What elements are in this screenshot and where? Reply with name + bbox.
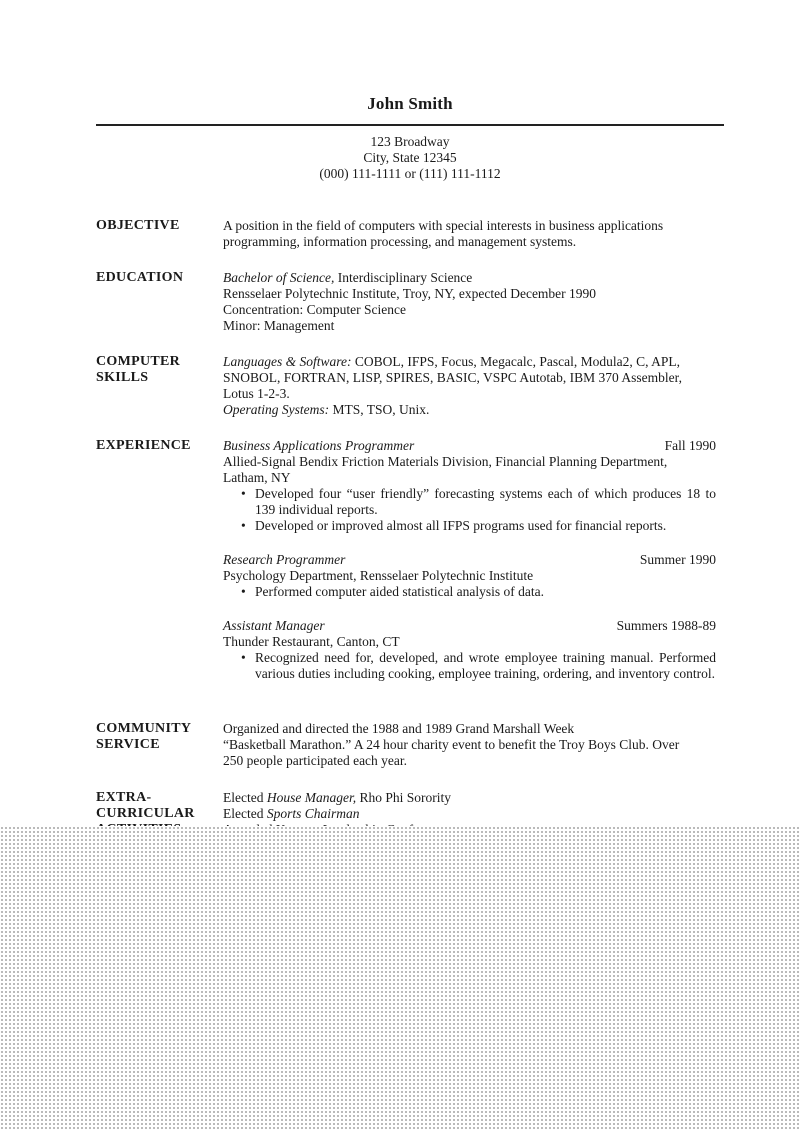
job-org-line-1: Allied-Signal Bendix Friction Materials Division, Financial Planning Department, <box>223 454 668 469</box>
job-role: Assistant Manager <box>223 618 325 633</box>
community-line-1: Organized and directed the 1988 and 1989 Grand Marshall Week <box>223 721 575 736</box>
job-entry <box>223 552 716 600</box>
job-bullets <box>223 486 716 534</box>
job-bullet: • Recognized need for, developed, and wrote employee training manual. Performed various duties including cooking, employee training, ordering, and inventory control. <box>255 650 716 682</box>
objective-line-2: programming, information processing, and management systems. <box>223 234 577 249</box>
activity-line-2 <box>223 806 716 822</box>
job-org-line-1: Psychology Department, Rensselaer Polytechnic Institute <box>223 568 534 583</box>
languages-line-2: SNOBOL, FORTRAN, LISP, SPIRES, BASIC, VSPC Autotab, IBM 370 Assembler, <box>223 370 682 385</box>
objective-title: OBJECTIVE <box>96 218 180 233</box>
extracurricular-title-line-1: EXTRA- <box>96 790 152 805</box>
degree-line <box>223 270 716 286</box>
address-line-1: 123 Broadway <box>370 134 450 149</box>
job-header <box>223 618 716 634</box>
job-date: Summer 1990 <box>639 552 716 567</box>
os-label: Operating Systems: <box>223 402 330 417</box>
experience-body <box>223 438 716 700</box>
degree-name: Bachelor of Science, <box>223 270 335 285</box>
job-header <box>223 552 716 568</box>
minor-line: Minor: Management <box>223 318 335 333</box>
activity-line-1 <box>223 790 716 806</box>
job-bullets <box>223 650 716 682</box>
concentration-line: Concentration: Computer Science <box>223 302 406 317</box>
activity-prefix: Elected <box>223 790 267 805</box>
languages-line-1 <box>223 354 716 370</box>
job-bullet: • Developed four “user friendly” forecasting systems each of which produces 18 to 139 individual reports. <box>255 486 716 518</box>
resume-header <box>96 94 724 114</box>
community-line-3: 250 people participated each year. <box>223 753 408 768</box>
community-title-line-1: COMMUNITY <box>96 721 192 736</box>
job-org-line-2: Latham, NY <box>223 470 291 485</box>
education-body <box>223 270 716 334</box>
school-line: Rensselaer Polytechnic Institute, Troy, NY, expected December 1990 <box>223 286 597 301</box>
objective-line-1: A position in the field of computers with special interests in business applications <box>223 218 664 233</box>
job-bullets <box>223 584 716 600</box>
education-title: EDUCATION <box>96 270 184 285</box>
job-entry <box>223 438 716 534</box>
community-title-line-2: SERVICE <box>96 737 160 752</box>
degree-field: Interdisciplinary Science <box>334 270 473 285</box>
contact-block <box>96 134 724 182</box>
phone-numbers: (000) 111-1111 or (111) 111-1112 <box>319 166 501 181</box>
job-bullet: • Developed or improved almost all IFPS programs used for financial reports. <box>255 518 716 534</box>
activity-org: Rho Phi Sorority <box>356 790 451 805</box>
job-date: Fall 1990 <box>664 438 716 453</box>
activity-prefix: Elected <box>223 806 267 821</box>
skills-title <box>96 354 216 386</box>
candidate-name: John Smith <box>367 94 453 113</box>
job-bullet: • Performed computer aided statistical analysis of data. <box>255 584 716 600</box>
community-title <box>96 721 216 753</box>
languages-label: Languages & Software: <box>223 354 352 369</box>
job-role: Business Applications Programmer <box>223 438 415 453</box>
skills-title-line-2: SKILLS <box>96 370 149 385</box>
job-entry <box>223 618 716 682</box>
os-line <box>223 402 716 418</box>
job-role: Research Programmer <box>223 552 346 567</box>
skills-title-line-1: COMPUTER <box>96 354 181 369</box>
os-values: MTS, TSO, Unix. <box>329 402 430 417</box>
extracurricular-title-line-2: CURRICULAR <box>96 806 195 821</box>
header-rule <box>96 124 724 126</box>
community-line-2: “Basketball Marathon.” A 24 hour charity event to benefit the Troy Boys Club. Over <box>223 737 680 752</box>
experience-title: EXPERIENCE <box>96 438 191 453</box>
activity-role: House Manager, <box>266 790 357 805</box>
community-body <box>223 721 716 769</box>
job-date: Summers 1988-89 <box>616 618 716 633</box>
address-line-2: City, State 12345 <box>363 150 457 165</box>
job-org-line-1: Thunder Restaurant, Canton, CT <box>223 634 400 649</box>
languages-values-1: COBOL, IFPS, Focus, Megacalc, Pascal, Modula2, C, APL, <box>351 354 681 369</box>
objective-body <box>223 218 716 250</box>
skills-body <box>223 354 716 418</box>
activity-role: Sports Chairman <box>266 806 360 821</box>
job-header <box>223 438 716 454</box>
scan-noise-overlay <box>0 826 800 1131</box>
languages-line-3: Lotus 1-2-3. <box>223 386 290 401</box>
